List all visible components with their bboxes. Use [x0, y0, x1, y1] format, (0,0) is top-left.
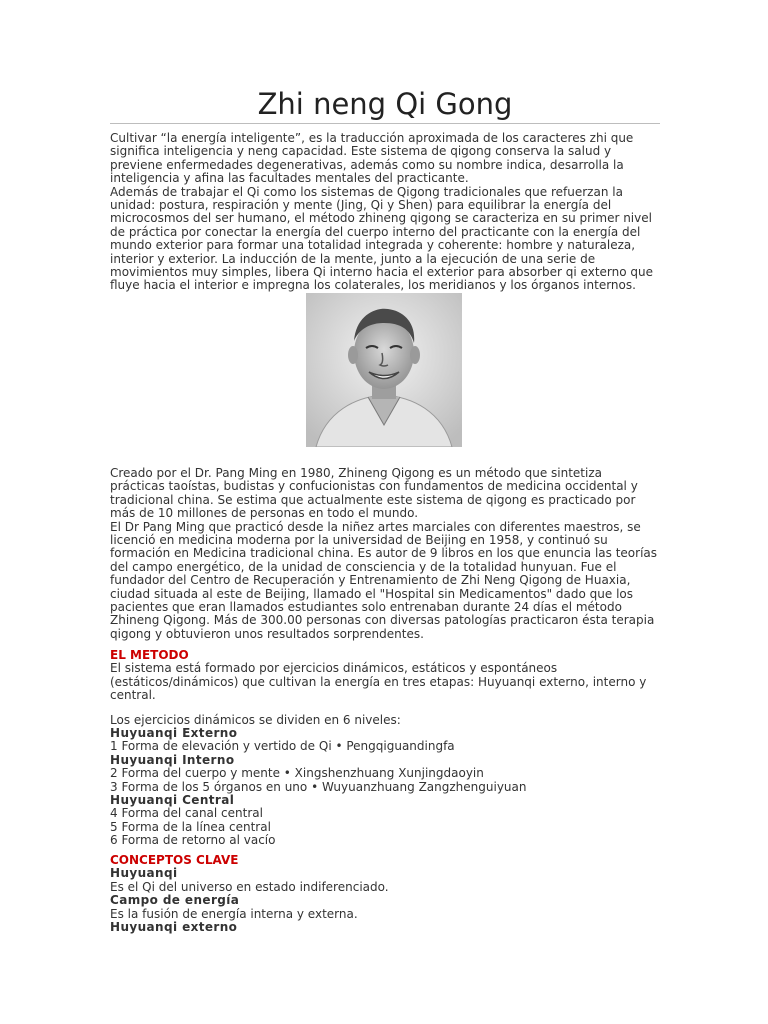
level-item-6: 6 Forma de retorno al vacío: [110, 833, 276, 848]
group-title-central: Huyuanqi Central: [110, 793, 235, 808]
metodo-heading: EL METODO: [110, 648, 189, 662]
level-item-2: 2 Forma del cuerpo y mente • Xingshenzhuang Xunjingdaoyin: [110, 766, 484, 781]
level-item-4: 4 Forma del canal central: [110, 806, 263, 821]
level-item-3: 3 Forma de los 5 órganos en uno • Wuyuanzhuang Zangzhenguiyuan: [110, 779, 527, 794]
intro-section: [110, 132, 660, 293]
concept-term-huyuanqi: Huyuanqi: [110, 866, 178, 881]
metodo-section: [110, 649, 660, 848]
bio-paragraph-2: El Dr Pang Ming que practicó desde la niñez artes marciales con diferentes maestros, se licenció en medicina moderna por la universidad de Beijing en 1958, y continuó su formación en Medicina tradicional china. Es autor de 9 libros en los que enuncia las teorías del campo energético, de la unidad de consciencia y de la totalidad hunyuan. Fue el fundador del Centro de Recuperación y Entrenamiento de Zhi Neng Qigong de Huaxia, ciudad situada al este de Beijing, llamado el "Hospital sin Medicamentos" dado que los pacientes que eran llamados estudiantes solo entrenaban durante 24 días el método Zhineng Qigong. Más de 300.00 personas con diversas patologías practicaron ésta terapia qigong y obtuvieron unos resultados sorprendentes.: [110, 519, 658, 641]
concept-term-externo: Huyuanqi externo: [110, 920, 238, 935]
group-title-externo: Huyuanqi Externo: [110, 726, 238, 741]
levels-intro: Los ejercicios dinámicos se dividen en 6 niveles:: [110, 712, 401, 727]
title-divider: [110, 123, 660, 124]
concept-def-huyuanqi: Es el Qi del universo en estado indiferenciado.: [110, 879, 389, 894]
group-title-interno: Huyuanqi Interno: [110, 752, 235, 767]
concept-term-campo: Campo de energía: [110, 893, 240, 908]
level-item-1: 1 Forma de elevación y vertido de Qi • Pengqiguandingfa: [110, 739, 455, 754]
concept-def-campo: Es la fusión de energía interna y externa.: [110, 906, 358, 921]
portrait-photo: [306, 293, 462, 447]
intro-paragraph-2: Además de trabajar el Qi como los sistemas de Qigong tradicionales que refuerzan la unidad: postura, respiración y mente (Jing, Qi y Shen) para equilibrar la energía del microcosmos del ser humano, el método zhineng qigong se caracteriza en su primer nivel de práctica por conectar la energía del cuerpo interno del practicante con la energía del mundo exterior para formar una totalidad integrada y coherente: hombre y naturaleza, interior y exterior. La inducción de la mente, junto a la ejecución de una serie de movimientos muy simples, libera Qi interno hacia el exterior para absorber qi externo que fluye hacia el interior e impregna los colaterales, los meridianos y los órganos internos.: [110, 184, 654, 293]
bio-paragraph-1: Creado por el Dr. Pang Ming en 1980, Zhineng Qigong es un método que sintetiza prácticas taoístas, budistas y confucionistas con fundamentos de medicina occidental y tradicional china. Se estima que actualmente este sistema de qigong es practicado por más de 10 millones de personas en todo el mundo.: [110, 466, 638, 521]
bio-section: [110, 467, 660, 641]
portrait-illustration: [306, 293, 462, 447]
level-item-5: 5 Forma de la línea central: [110, 819, 271, 834]
intro-paragraph-1: Cultivar “la energía inteligente”, es la traducción aproximada de los caracteres zhi que significa inteligencia y neng capacidad. Este sistema de qigong conserva la salud y previene enfermedades degenerativas, además como su nombre indica, desarrolla la inteligencia y afina las facultades mentales del practicante.: [110, 131, 634, 186]
conceptos-section: [110, 854, 660, 934]
page-title: Zhi neng Qi Gong: [257, 87, 513, 121]
conceptos-heading: CONCEPTOS CLAVE: [110, 853, 239, 867]
metodo-text: El sistema está formado por ejercicios dinámicos, estáticos y espontáneos (estáticos/dinámicos) que cultivan la energía en tres etapas: Huyuanqi externo, interno y central.: [110, 661, 647, 703]
